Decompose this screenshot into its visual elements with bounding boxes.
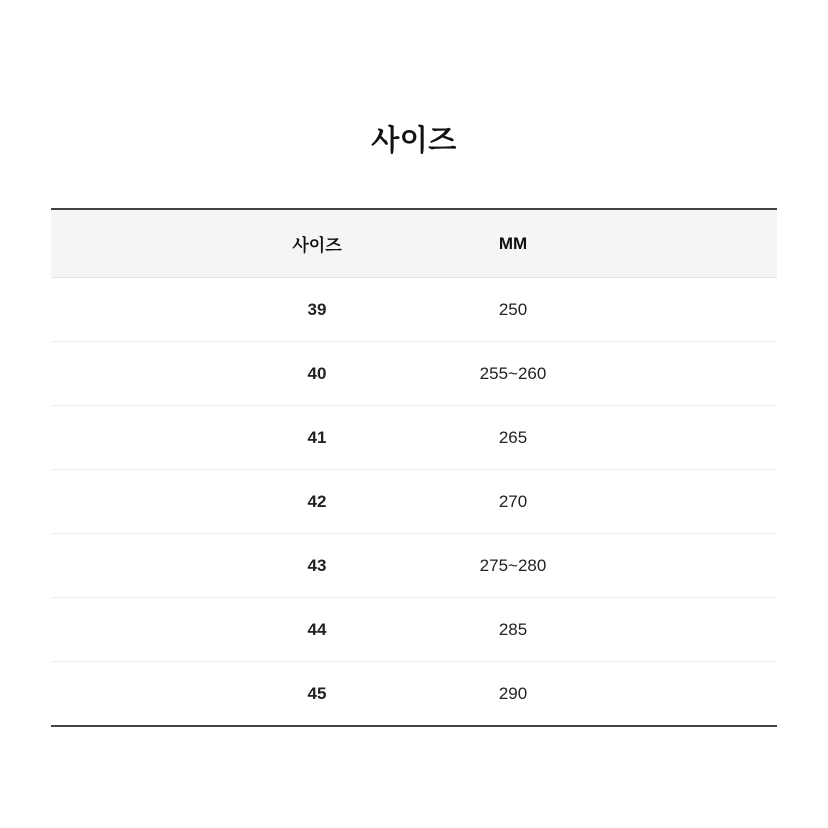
cell-mm: 270 — [415, 470, 611, 534]
size-table-container — [51, 208, 777, 727]
row-gutter-right — [611, 662, 777, 727]
row-gutter-left — [51, 278, 219, 342]
table-header-mm: MM — [415, 209, 611, 278]
cell-mm: 285 — [415, 598, 611, 662]
cell-mm: 255~260 — [415, 342, 611, 406]
row-gutter-right — [611, 406, 777, 470]
row-gutter-right — [611, 598, 777, 662]
cell-size: 39 — [219, 278, 415, 342]
cell-size: 41 — [219, 406, 415, 470]
row-gutter-left — [51, 342, 219, 406]
cell-mm: 250 — [415, 278, 611, 342]
cell-mm: 265 — [415, 406, 611, 470]
row-gutter-left — [51, 662, 219, 727]
table-header-size: 사이즈 — [219, 209, 415, 278]
table-row — [51, 534, 777, 598]
row-gutter-right — [611, 342, 777, 406]
table-row — [51, 278, 777, 342]
table-header-gutter-right — [611, 209, 777, 278]
page-title: 사이즈 — [371, 125, 457, 157]
cell-size: 43 — [219, 534, 415, 598]
table-row — [51, 662, 777, 727]
table-row — [51, 470, 777, 534]
cell-size: 40 — [219, 342, 415, 406]
table-header — [51, 209, 777, 278]
row-gutter-left — [51, 598, 219, 662]
table-header-gutter-left — [51, 209, 219, 278]
table-body — [51, 278, 777, 727]
table-row — [51, 406, 777, 470]
size-table — [51, 208, 777, 727]
row-gutter-right — [611, 534, 777, 598]
row-gutter-right — [611, 470, 777, 534]
table-header-row — [51, 209, 777, 278]
row-gutter-left — [51, 534, 219, 598]
row-gutter-left — [51, 470, 219, 534]
cell-mm: 290 — [415, 662, 611, 727]
cell-size: 45 — [219, 662, 415, 727]
cell-mm: 275~280 — [415, 534, 611, 598]
cell-size: 44 — [219, 598, 415, 662]
row-gutter-right — [611, 278, 777, 342]
table-row — [51, 342, 777, 406]
table-row — [51, 598, 777, 662]
cell-size: 42 — [219, 470, 415, 534]
row-gutter-left — [51, 406, 219, 470]
